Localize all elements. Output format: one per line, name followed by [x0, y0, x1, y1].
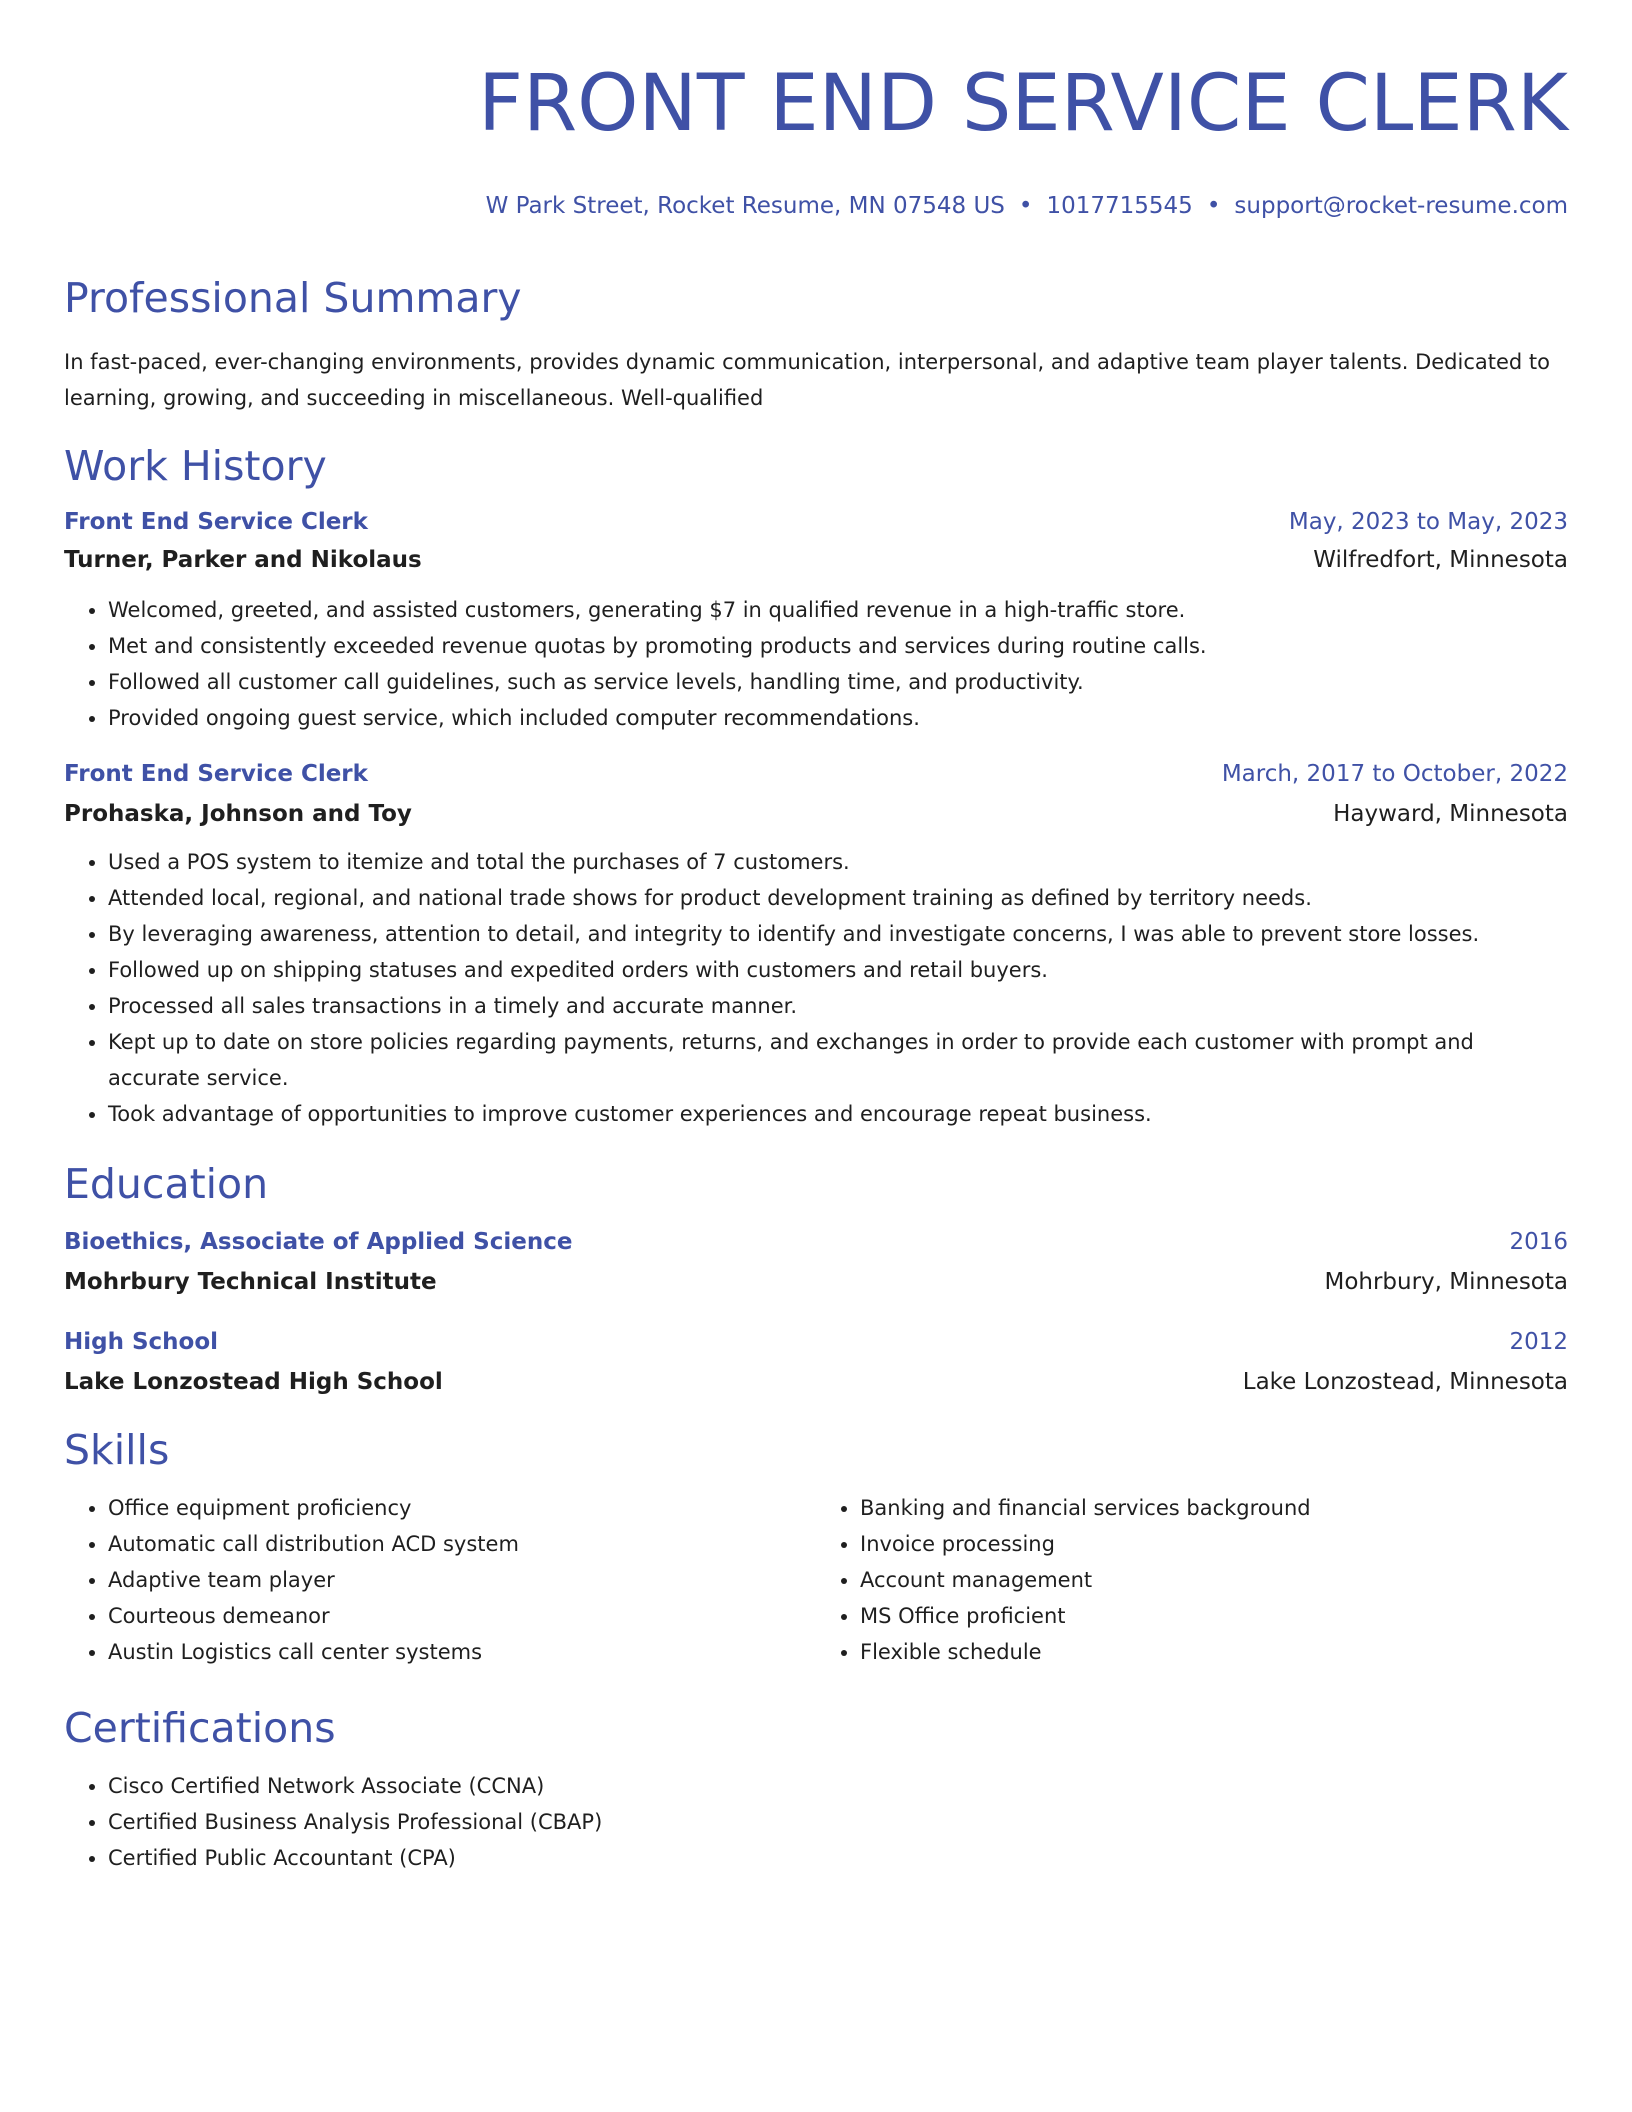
job-entry	[64, 758, 1568, 1132]
summary-text: In fast-paced, ever-changing environments, provides dynamic communication, interpersonal, and adaptive team player talents. Dedicated to learning, growing, and succeeding in miscellaneous. Well-qualified	[64, 350, 1550, 410]
education-location: Mohrbury, Minnesota	[1324, 1269, 1568, 1295]
skill-item: • Office equipment proficiency	[108, 1490, 816, 1526]
certification-item: • Certified Business Analysis Professional (CBAP)	[108, 1804, 1568, 1840]
skill-item: • Account management	[860, 1562, 1568, 1598]
job-location: Wilfredfort, Minnesota	[1313, 547, 1568, 573]
skill-item: • Flexible schedule	[860, 1634, 1568, 1670]
job-bullet: • Processed all sales transactions in a timely and accurate manner.	[108, 988, 1568, 1024]
contact-line	[64, 190, 1568, 222]
section-title-education: Education	[64, 1160, 269, 1208]
education-header-row	[64, 1326, 1568, 1358]
contact-address: W Park Street, Rocket Resume, MN 07548 US	[485, 193, 1005, 219]
resume-header	[64, 0, 1568, 222]
candidate-title: FRONT END SERVICE CLERK	[478, 59, 1568, 149]
skill-item: • Automatic call distribution ACD system	[108, 1526, 816, 1562]
education-location: Lake Lonzostead, Minnesota	[1242, 1369, 1568, 1395]
job-location: Hayward, Minnesota	[1333, 801, 1568, 827]
skill-item: • Adaptive team player	[108, 1562, 816, 1598]
certification-item: • Certified Public Accountant (CPA)	[108, 1840, 1568, 1876]
education-degree: Bioethics, Associate of Applied Science	[64, 1229, 573, 1255]
education-school-row	[64, 1366, 1568, 1398]
education-header-row	[64, 1226, 1568, 1258]
section-title-work-history: Work History	[64, 442, 327, 490]
job-entry	[64, 506, 1568, 736]
education-degree: High School	[64, 1329, 219, 1355]
skill-item: • Banking and financial services background	[860, 1490, 1568, 1526]
skills-column-left	[64, 1490, 816, 1670]
job-bullet: • Used a POS system to itemize and total the purchases of 7 customers.	[108, 844, 1568, 880]
education-school-row	[64, 1266, 1568, 1298]
certifications-list	[64, 1768, 1568, 1876]
skill-item: • Austin Logistics call center systems	[108, 1634, 816, 1670]
certifications-section	[64, 1768, 1568, 1876]
job-company: Turner, Parker and Nikolaus	[64, 547, 422, 573]
job-dates: March, 2017 to October, 2022	[1221, 761, 1568, 787]
job-bullets	[64, 592, 1568, 736]
job-bullet: • Attended local, regional, and national trade shows for product development training as defined by territory needs.	[108, 880, 1568, 916]
certification-item: • Cisco Certified Network Associate (CCNA)	[108, 1768, 1568, 1804]
job-company: Prohaska, Johnson and Toy	[64, 801, 412, 827]
contact-separator: •	[1018, 193, 1033, 219]
job-bullets	[64, 844, 1568, 1132]
job-bullet: • Provided ongoing guest service, which included computer recommendations.	[108, 700, 1568, 736]
skills-list	[64, 1490, 816, 1670]
skills-list	[816, 1490, 1568, 1670]
job-title: Front End Service Clerk	[64, 761, 368, 787]
skill-item: • Courteous demeanor	[108, 1598, 816, 1634]
section-title-summary: Professional Summary	[64, 274, 522, 322]
job-header-row	[64, 506, 1568, 538]
job-dates: May, 2023 to May, 2023	[1288, 509, 1568, 535]
job-bullet: • By leveraging awareness, attention to detail, and integrity to identify and investigate concerns, I was able to prevent store losses.	[108, 916, 1568, 952]
contact-email: support@rocket-resume.com	[1234, 193, 1568, 219]
job-company-row	[64, 798, 1568, 830]
education-year: 2016	[1509, 1229, 1568, 1255]
job-bullet: • Welcomed, greeted, and assisted customers, generating $7 in qualified revenue in a high-traffic store.	[108, 592, 1568, 628]
section-title-skills: Skills	[64, 1426, 170, 1474]
job-bullet: • Met and consistently exceeded revenue quotas by promoting products and services during routine calls.	[108, 628, 1568, 664]
education-entry	[64, 1226, 1568, 1298]
education-school: Mohrbury Technical Institute	[64, 1269, 437, 1295]
job-bullet: • Followed all customer call guidelines, such as service levels, handling time, and productivity.	[108, 664, 1568, 700]
job-bullet: • Took advantage of opportunities to improve customer experiences and encourage repeat business.	[108, 1096, 1568, 1132]
job-title: Front End Service Clerk	[64, 509, 368, 535]
section-title-certifications: Certifications	[64, 1704, 336, 1752]
job-bullet: • Followed up on shipping statuses and expedited orders with customers and retail buyers.	[108, 952, 1568, 988]
contact-phone: 1017715545	[1046, 193, 1193, 219]
contact-separator: •	[1206, 193, 1221, 219]
job-company-row	[64, 544, 1568, 576]
skills-columns	[64, 1490, 1568, 1670]
job-bullet: • Kept up to date on store policies regarding payments, returns, and exchanges in order to provide each customer with prompt and accurate service.	[108, 1024, 1568, 1096]
job-header-row	[64, 758, 1568, 790]
skills-column-right	[816, 1490, 1568, 1670]
education-year: 2012	[1509, 1329, 1568, 1355]
education-entry	[64, 1326, 1568, 1398]
skill-item: • MS Office proficient	[860, 1598, 1568, 1634]
skill-item: • Invoice processing	[860, 1526, 1568, 1562]
education-school: Lake Lonzostead High School	[64, 1369, 443, 1395]
